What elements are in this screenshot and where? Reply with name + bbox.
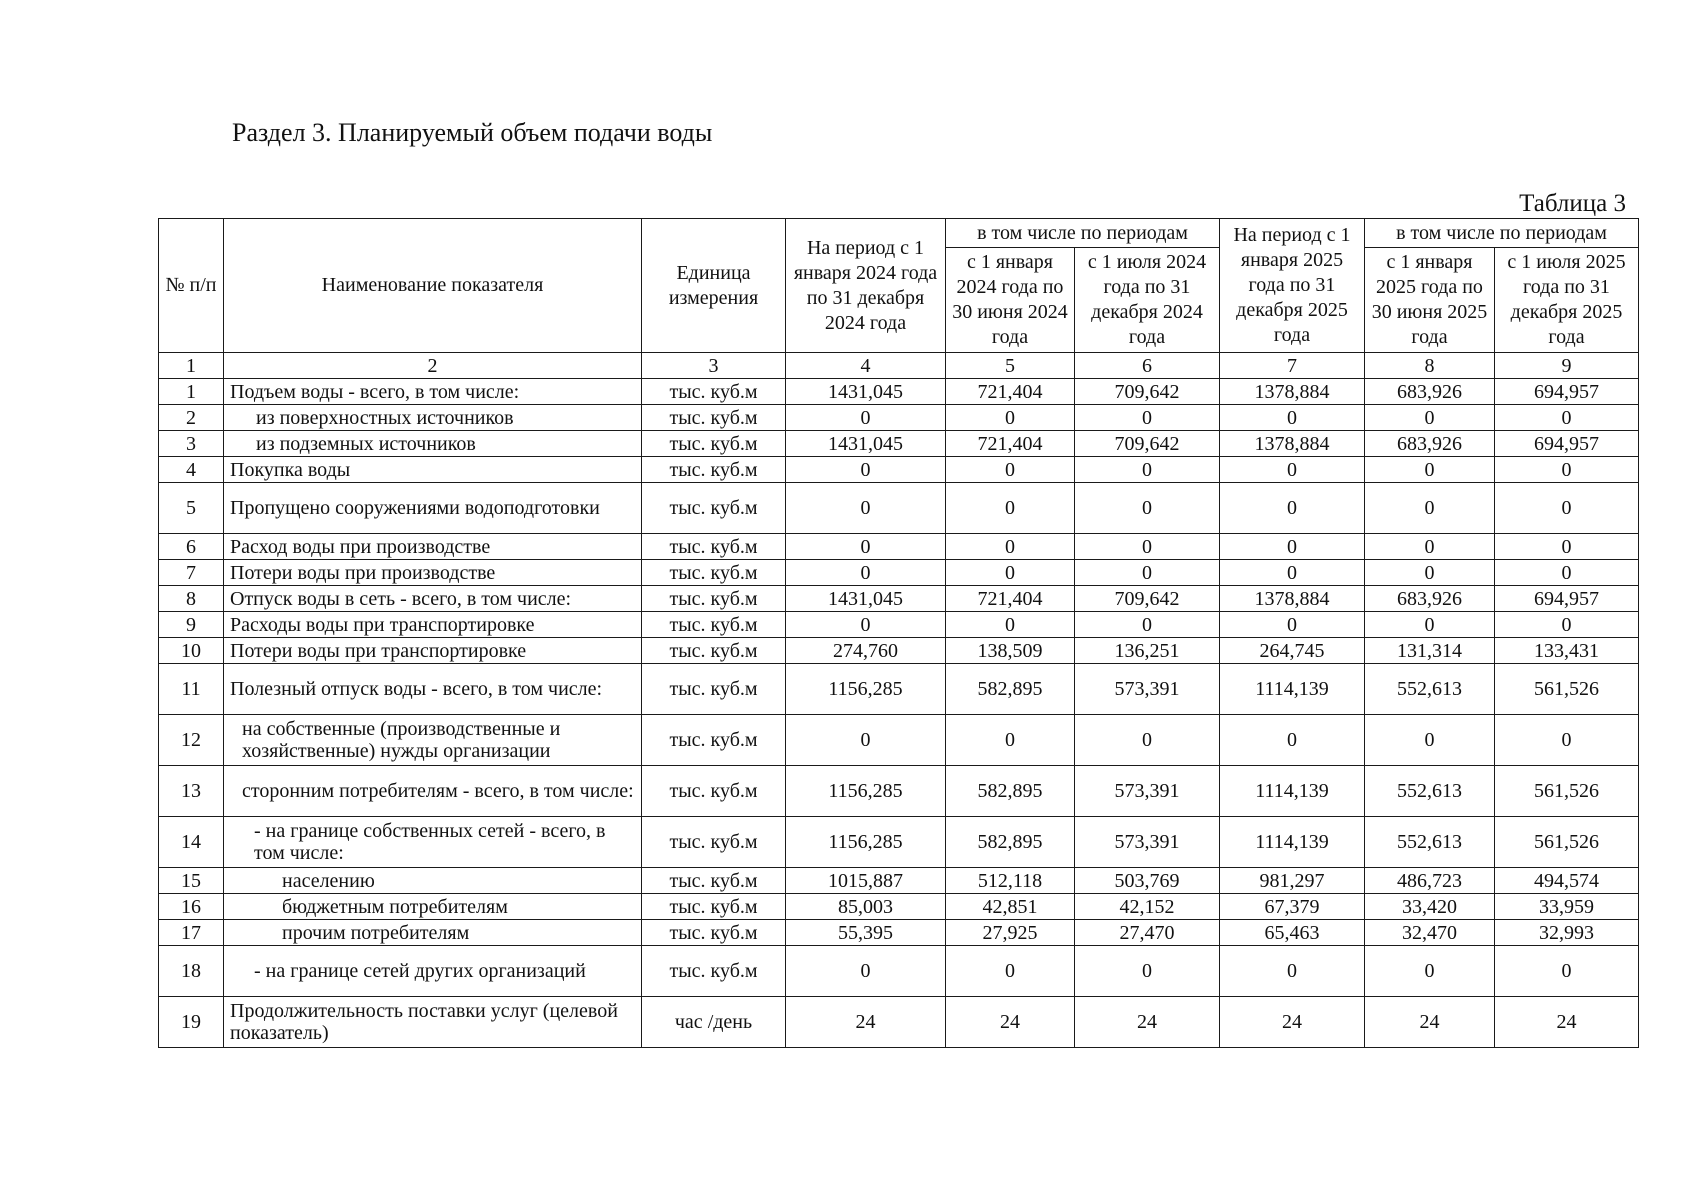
value-cell: 0 [1365, 612, 1495, 638]
row-number: 13 [159, 766, 224, 817]
unit-cell: тыс. куб.м [642, 920, 786, 946]
row-number: 8 [159, 586, 224, 612]
value-cell: 67,379 [1220, 894, 1365, 920]
value-cell: 85,003 [786, 894, 946, 920]
indicator-name: из поверхностных источников [224, 405, 642, 431]
value-cell: 981,297 [1220, 868, 1365, 894]
unit-cell: тыс. куб.м [642, 868, 786, 894]
indicator-name: Покупка воды [224, 457, 642, 483]
header-unit: Единица измерения [642, 219, 786, 353]
column-number: 1 [159, 353, 224, 379]
value-cell: 33,959 [1495, 894, 1639, 920]
value-cell: 136,251 [1075, 638, 1220, 664]
unit-cell: тыс. куб.м [642, 560, 786, 586]
value-cell: 0 [786, 612, 946, 638]
indicator-name: населению [224, 868, 642, 894]
unit-cell: тыс. куб.м [642, 715, 786, 766]
value-cell: 561,526 [1495, 766, 1639, 817]
header-name: Наименование показателя [224, 219, 642, 353]
value-cell: 0 [1365, 534, 1495, 560]
column-number: 4 [786, 353, 946, 379]
value-cell: 0 [1365, 483, 1495, 534]
value-cell: 24 [1365, 997, 1495, 1048]
unit-cell: тыс. куб.м [642, 612, 786, 638]
value-cell: 694,957 [1495, 586, 1639, 612]
table-row [159, 638, 1639, 664]
value-cell: 24 [946, 997, 1075, 1048]
value-cell: 1156,285 [786, 664, 946, 715]
value-cell: 0 [1220, 405, 1365, 431]
value-cell: 133,431 [1495, 638, 1639, 664]
value-cell: 0 [946, 715, 1075, 766]
column-number: 8 [1365, 353, 1495, 379]
value-cell: 552,613 [1365, 766, 1495, 817]
value-cell: 0 [1075, 612, 1220, 638]
row-number: 4 [159, 457, 224, 483]
value-cell: 33,420 [1365, 894, 1495, 920]
table-row [159, 766, 1639, 817]
value-cell: 0 [946, 560, 1075, 586]
value-cell: 24 [1075, 997, 1220, 1048]
value-cell: 694,957 [1495, 379, 1639, 405]
table-row [159, 483, 1639, 534]
value-cell: 24 [1495, 997, 1639, 1048]
value-cell: 0 [1220, 560, 1365, 586]
value-cell: 32,470 [1365, 920, 1495, 946]
table-body [159, 379, 1639, 1048]
value-cell: 0 [1075, 560, 1220, 586]
value-cell: 264,745 [1220, 638, 1365, 664]
value-cell: 0 [1495, 534, 1639, 560]
value-cell: 1431,045 [786, 586, 946, 612]
value-cell: 55,395 [786, 920, 946, 946]
indicator-name: Отпуск воды в сеть - всего, в том числе: [224, 586, 642, 612]
unit-cell: тыс. куб.м [642, 483, 786, 534]
unit-cell: тыс. куб.м [642, 431, 786, 457]
value-cell: 486,723 [1365, 868, 1495, 894]
unit-cell: тыс. куб.м [642, 586, 786, 612]
value-cell: 1114,139 [1220, 766, 1365, 817]
unit-cell: тыс. куб.м [642, 405, 786, 431]
value-cell: 0 [1075, 946, 1220, 997]
column-number: 6 [1075, 353, 1220, 379]
header-period-2024: На период с 1 января 2024 года по 31 декабря 2024 года [786, 219, 946, 353]
value-cell: 42,851 [946, 894, 1075, 920]
value-cell: 0 [1220, 612, 1365, 638]
value-cell: 0 [1495, 560, 1639, 586]
value-cell: 0 [1365, 946, 1495, 997]
value-cell: 0 [786, 560, 946, 586]
value-cell: 0 [1220, 457, 1365, 483]
value-cell: 709,642 [1075, 379, 1220, 405]
document-heading: Раздел 3. Планируемый объем подачи воды [232, 118, 713, 147]
unit-cell: тыс. куб.м [642, 817, 786, 868]
value-cell: 1431,045 [786, 379, 946, 405]
value-cell: 552,613 [1365, 664, 1495, 715]
value-cell: 0 [946, 405, 1075, 431]
indicator-name: - на границе сетей других организаций [224, 946, 642, 997]
value-cell: 0 [1365, 715, 1495, 766]
table-row [159, 920, 1639, 946]
column-number: 9 [1495, 353, 1639, 379]
value-cell: 709,642 [1075, 586, 1220, 612]
unit-cell: тыс. куб.м [642, 766, 786, 817]
unit-cell: тыс. куб.м [642, 457, 786, 483]
row-number: 6 [159, 534, 224, 560]
value-cell: 494,574 [1495, 868, 1639, 894]
table-row [159, 457, 1639, 483]
value-cell: 0 [1495, 405, 1639, 431]
indicator-name: на собственные (производственные и хозяйственные) нужды организации [224, 715, 642, 766]
value-cell: 582,895 [946, 817, 1075, 868]
column-number-row [159, 353, 1639, 379]
value-cell: 0 [1220, 483, 1365, 534]
value-cell: 721,404 [946, 586, 1075, 612]
value-cell: 0 [1220, 946, 1365, 997]
indicator-name: из подземных источников [224, 431, 642, 457]
table-row [159, 560, 1639, 586]
value-cell: 582,895 [946, 664, 1075, 715]
column-number: 3 [642, 353, 786, 379]
table-row [159, 586, 1639, 612]
value-cell: 0 [1365, 405, 1495, 431]
value-cell: 1378,884 [1220, 379, 1365, 405]
indicator-name: бюджетным потребителям [224, 894, 642, 920]
unit-cell: тыс. куб.м [642, 946, 786, 997]
value-cell: 1114,139 [1220, 664, 1365, 715]
value-cell: 0 [1220, 715, 1365, 766]
value-cell: 582,895 [946, 766, 1075, 817]
value-cell: 0 [1075, 715, 1220, 766]
row-number: 2 [159, 405, 224, 431]
indicator-name: Подъем воды - всего, в том числе: [224, 379, 642, 405]
value-cell: 131,314 [1365, 638, 1495, 664]
header-period-2025: На период с 1 января 2025 года по 31 декабря 2025 года [1220, 219, 1365, 353]
row-number: 17 [159, 920, 224, 946]
water-supply-table [158, 218, 1639, 1048]
value-cell: 0 [1075, 457, 1220, 483]
value-cell: 0 [786, 483, 946, 534]
value-cell: 0 [946, 946, 1075, 997]
header-h2-2024: с 1 июля 2024 года по 31 декабря 2024 года [1075, 248, 1220, 353]
table-row [159, 664, 1639, 715]
table-row [159, 431, 1639, 457]
value-cell: 709,642 [1075, 431, 1220, 457]
value-cell: 0 [1075, 483, 1220, 534]
value-cell: 0 [1495, 715, 1639, 766]
table-row [159, 612, 1639, 638]
value-cell: 27,925 [946, 920, 1075, 946]
row-number: 3 [159, 431, 224, 457]
column-number: 5 [946, 353, 1075, 379]
value-cell: 274,760 [786, 638, 946, 664]
value-cell: 138,509 [946, 638, 1075, 664]
unit-cell: тыс. куб.м [642, 638, 786, 664]
value-cell: 721,404 [946, 379, 1075, 405]
value-cell: 32,993 [1495, 920, 1639, 946]
header-subperiods-2025: в том числе по периодам [1365, 219, 1639, 248]
value-cell: 683,926 [1365, 379, 1495, 405]
value-cell: 1378,884 [1220, 586, 1365, 612]
header-h1-2025: с 1 января 2025 года по 30 июня 2025 года [1365, 248, 1495, 353]
table-row [159, 894, 1639, 920]
indicator-name: сторонним потребителям - всего, в том числе: [224, 766, 642, 817]
value-cell: 0 [946, 612, 1075, 638]
unit-cell: тыс. куб.м [642, 664, 786, 715]
value-cell: 1015,887 [786, 868, 946, 894]
indicator-name: Пропущено сооружениями водоподготовки [224, 483, 642, 534]
value-cell: 0 [786, 534, 946, 560]
table-row [159, 946, 1639, 997]
row-number: 5 [159, 483, 224, 534]
row-number: 18 [159, 946, 224, 997]
value-cell: 1378,884 [1220, 431, 1365, 457]
value-cell: 573,391 [1075, 766, 1220, 817]
value-cell: 573,391 [1075, 664, 1220, 715]
value-cell: 512,118 [946, 868, 1075, 894]
header-num: № п/п [159, 219, 224, 353]
value-cell: 552,613 [1365, 817, 1495, 868]
table-row [159, 868, 1639, 894]
value-cell: 573,391 [1075, 817, 1220, 868]
value-cell: 503,769 [1075, 868, 1220, 894]
row-number: 19 [159, 997, 224, 1048]
table-row [159, 405, 1639, 431]
table-row [159, 379, 1639, 405]
indicator-name: Продолжительность поставки услуг (целевой показатель) [224, 997, 642, 1048]
table-caption: Таблица 3 [1519, 190, 1626, 217]
value-cell: 1431,045 [786, 431, 946, 457]
value-cell: 0 [946, 534, 1075, 560]
header-h1-2024: с 1 января 2024 года по 30 июня 2024 года [946, 248, 1075, 353]
header-h2-2025: с 1 июля 2025 года по 31 декабря 2025 года [1495, 248, 1639, 353]
row-number: 15 [159, 868, 224, 894]
value-cell: 0 [1495, 612, 1639, 638]
value-cell: 24 [786, 997, 946, 1048]
value-cell: 0 [1495, 457, 1639, 483]
column-number: 7 [1220, 353, 1365, 379]
indicator-name: Потери воды при транспортировке [224, 638, 642, 664]
value-cell: 683,926 [1365, 431, 1495, 457]
column-number: 2 [224, 353, 642, 379]
value-cell: 1156,285 [786, 817, 946, 868]
table-row [159, 715, 1639, 766]
unit-cell: тыс. куб.м [642, 534, 786, 560]
value-cell: 0 [786, 715, 946, 766]
value-cell: 0 [1075, 534, 1220, 560]
value-cell: 721,404 [946, 431, 1075, 457]
value-cell: 0 [786, 405, 946, 431]
unit-cell: тыс. куб.м [642, 894, 786, 920]
indicator-name: - на границе собственных сетей - всего, в том числе: [224, 817, 642, 868]
value-cell: 1156,285 [786, 766, 946, 817]
table-header [159, 219, 1639, 379]
row-number: 12 [159, 715, 224, 766]
value-cell: 0 [1365, 560, 1495, 586]
value-cell: 1114,139 [1220, 817, 1365, 868]
table-row [159, 997, 1639, 1048]
value-cell: 0 [1495, 946, 1639, 997]
value-cell: 0 [786, 457, 946, 483]
value-cell: 27,470 [1075, 920, 1220, 946]
value-cell: 42,152 [1075, 894, 1220, 920]
value-cell: 694,957 [1495, 431, 1639, 457]
row-number: 1 [159, 379, 224, 405]
unit-cell: тыс. куб.м [642, 379, 786, 405]
value-cell: 0 [946, 457, 1075, 483]
value-cell: 65,463 [1220, 920, 1365, 946]
row-number: 10 [159, 638, 224, 664]
value-cell: 0 [1495, 483, 1639, 534]
value-cell: 0 [946, 483, 1075, 534]
row-number: 14 [159, 817, 224, 868]
value-cell: 0 [1220, 534, 1365, 560]
indicator-name: Полезный отпуск воды - всего, в том числе: [224, 664, 642, 715]
row-number: 9 [159, 612, 224, 638]
value-cell: 561,526 [1495, 817, 1639, 868]
table-row [159, 534, 1639, 560]
value-cell: 0 [1365, 457, 1495, 483]
value-cell: 0 [1075, 405, 1220, 431]
value-cell: 0 [786, 946, 946, 997]
indicator-name: Потери воды при производстве [224, 560, 642, 586]
indicator-name: прочим потребителям [224, 920, 642, 946]
header-subperiods-2024: в том числе по периодам [946, 219, 1220, 248]
row-number: 11 [159, 664, 224, 715]
indicator-name: Расход воды при производстве [224, 534, 642, 560]
unit-cell: час /день [642, 997, 786, 1048]
table-row [159, 817, 1639, 868]
value-cell: 683,926 [1365, 586, 1495, 612]
row-number: 16 [159, 894, 224, 920]
row-number: 7 [159, 560, 224, 586]
value-cell: 24 [1220, 997, 1365, 1048]
value-cell: 561,526 [1495, 664, 1639, 715]
indicator-name: Расходы воды при транспортировке [224, 612, 642, 638]
